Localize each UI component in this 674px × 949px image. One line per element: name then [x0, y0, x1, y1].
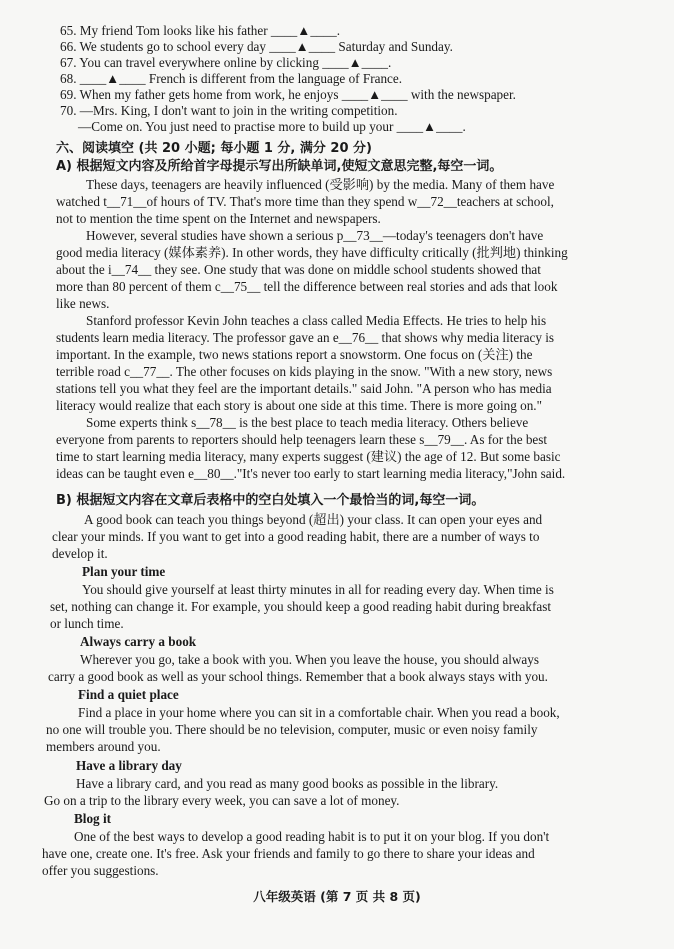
passage-a-line: good media literacy (媒体素养). In other words, they have difficulty critically (批判地) thinking	[56, 245, 568, 260]
passage-a-line: more than 80 percent of them c__75__ tell the difference between real stories and ads that look	[56, 279, 558, 294]
question-70: 70. —Mrs. King, I don't want to join in the writing competition.	[60, 103, 398, 118]
passage-b-line: You should give yourself at least thirty minutes in all for reading every day. When time is	[82, 582, 554, 597]
subheading-always-carry-a-book: Always carry a book	[80, 634, 197, 649]
passage-a-line: time to start learning media literacy, many experts suggest (建议) the age of 12. But some basic	[56, 449, 561, 464]
passage-a-line: everyone from parents to reporters should help teenagers learn these s__79__. As for the best	[56, 432, 548, 447]
passage-b-line: Find a place in your home where you can sit in a comfortable chair. When you read a book,	[78, 705, 560, 720]
passage-a-line: students learn media literacy. The professor gave an e__76__ that shows why media literacy is	[56, 330, 555, 345]
passage-a-line: However, several studies have shown a serious p__73__—today's teenagers don't have	[86, 228, 544, 243]
passage-b-line: develop it.	[52, 546, 108, 561]
passage-a-line: ideas can be taught even e__80__."It's never too early to start learning media literacy,"John said.	[56, 466, 566, 481]
passage-a-line: not to mention the time spent on the Internet and newspapers.	[56, 211, 381, 226]
passage-b-line: One of the best ways to develop a good reading habit is to put it on your blog. If you don't	[74, 829, 550, 844]
passage-b-line: offer you suggestions.	[42, 863, 159, 878]
passage-b-line: A good book can teach you things beyond (超出) your class. It can open your eyes and	[84, 512, 543, 527]
passage-b-line: carry a good book as well as your school things. Remember that a book always stays with you.	[48, 669, 548, 684]
page-footer: 八年级英语 (第 7 页 共 8 页)	[253, 889, 421, 904]
passage-b-line: set, nothing can change it. For example, you should keep a good reading habit during breakfast	[50, 599, 551, 614]
passage-b-line: Wherever you go, take a book with you. When you leave the house, you should always	[80, 652, 540, 667]
question-69: 69. When my father gets home from work, he enjoys ____▲____ with the newspaper.	[60, 87, 516, 102]
question-67: 67. You can travel everywhere online by clicking ____▲____.	[60, 55, 392, 70]
question-66: 66. We students go to school every day ____▲____ Saturday and Sunday.	[60, 39, 453, 54]
passage-a-line: watched t__71__of hours of TV. That's more time than they spend w__72__teachers at school,	[56, 194, 554, 209]
passage-b-line: no one will trouble you. There should be no television, computer, music or even noisy family	[46, 722, 538, 737]
subheading-plan-your-time: Plan your time	[82, 564, 166, 579]
part-a-instruction: A) 根据短文内容及所给首字母提示写出所缺单词,使短文意思完整,每空一词。	[56, 159, 503, 174]
passage-a-line: literacy would realize that each story is about one side at this time. There is more going on."	[56, 398, 542, 413]
passage-a-line: like news.	[56, 296, 110, 311]
passage-a-line: important. In the example, two news stations report a snowstorm. One focus on (关注) the	[56, 347, 533, 362]
part-b-instruction: B) 根据短文内容在文章后表格中的空白处填入一个最恰当的词,每空一词。	[56, 493, 485, 508]
passage-b-line: Go on a trip to the library every week, you can save a lot of money.	[44, 793, 400, 808]
passage-a-line: about the i__74__ they see. One study that was done on middle school students showed that	[56, 262, 541, 277]
passage-b-line: or lunch time.	[50, 616, 124, 631]
subheading-blog-it: Blog it	[74, 811, 111, 826]
passage-b-line: have one, create one. It's free. Ask your friends and family to go there to share your ideas and	[42, 846, 535, 861]
subheading-find-a-quiet-place: Find a quiet place	[78, 687, 179, 702]
question-65: 65. My friend Tom looks like his father ____▲____.	[60, 23, 341, 38]
question-68: 68. ____▲____ French is different from the language of France.	[60, 71, 403, 86]
passage-a-line: Stanford professor Kevin John teaches a class called Media Effects. He tries to help his	[86, 313, 547, 328]
passage-b-line: members around you.	[46, 739, 161, 754]
subheading-have-a-library-day: Have a library day	[76, 758, 182, 773]
passage-a-line: stations tell you what they feel are the important details." said John. "A person who has media	[56, 381, 552, 396]
passage-b-line: Have a library card, and you read as many good books as possible in the library.	[76, 776, 499, 791]
passage-b-line: clear your minds. If you want to get into a good reading habit, there are a number of ways to	[52, 529, 540, 544]
passage-a-line: Some experts think s__78__ is the best place to teach media literacy. Others believe	[86, 415, 529, 430]
section-six-heading: 六、阅读填空 (共 20 小题; 每小题 1 分, 满分 20 分)	[56, 141, 372, 156]
passage-a-line: These days, teenagers are heavily influenced (受影响) by the media. Many of them have	[86, 177, 555, 192]
question-70-reply: —Come on. You just need to practise more to build up your ____▲____.	[78, 119, 466, 134]
passage-a-line: terrible road c__77__. The other focuses on kids playing in the snow. "With a new story, news	[56, 364, 553, 379]
